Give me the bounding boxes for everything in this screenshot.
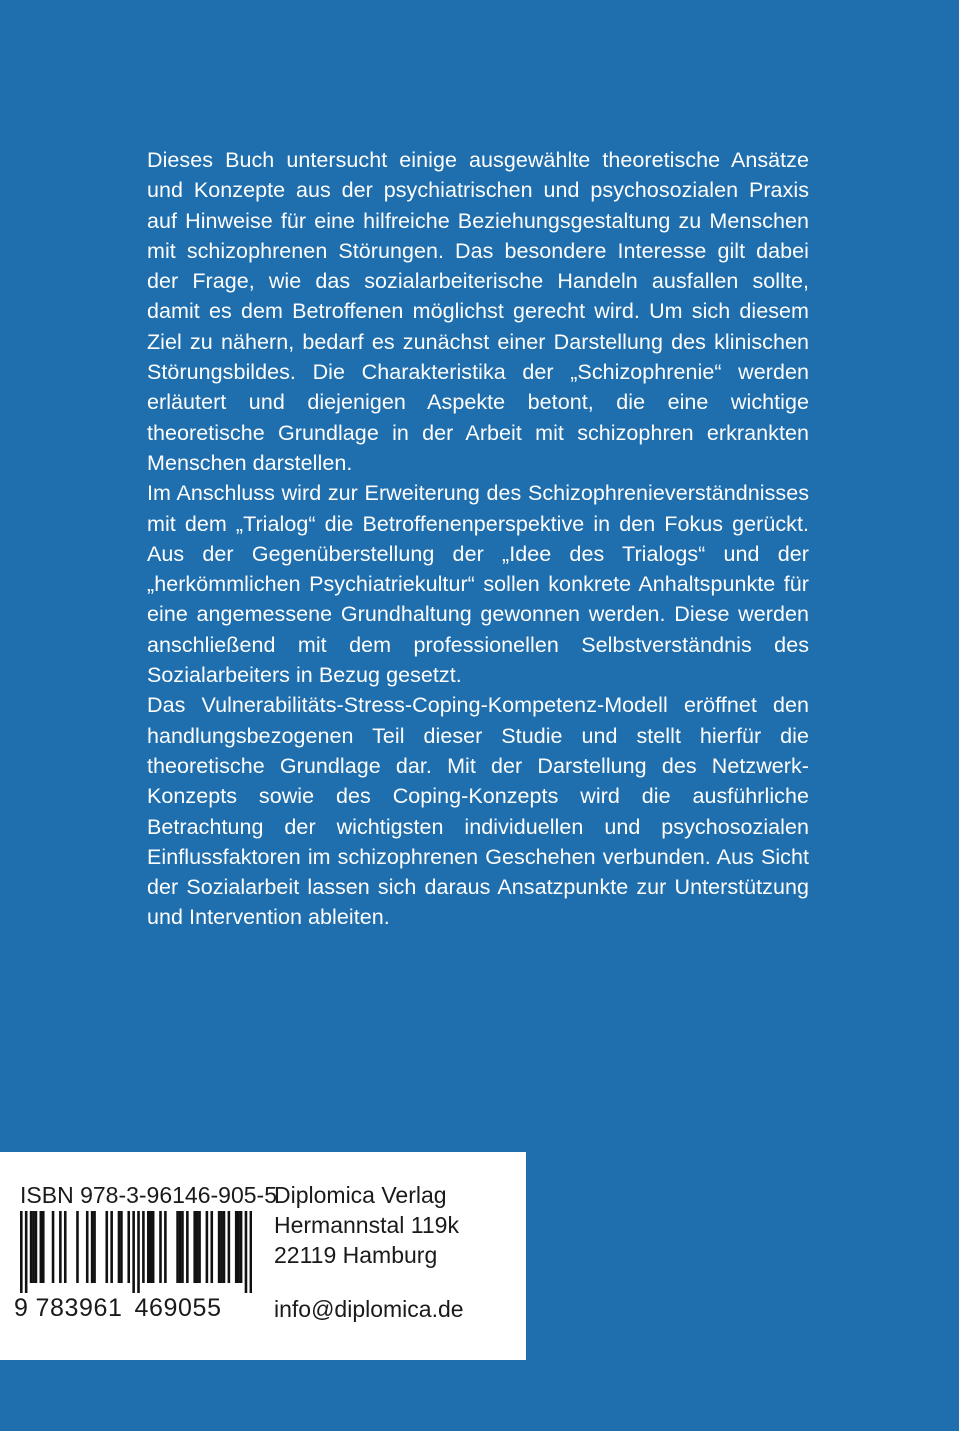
barcode-guard-bar [245, 1211, 248, 1293]
publisher-address [274, 1180, 459, 1270]
barcode-bar [196, 1211, 199, 1283]
barcode-bar [176, 1211, 179, 1283]
barcode-bar [164, 1211, 167, 1283]
barcode-bar [110, 1211, 113, 1283]
publisher-city: 22119 Hamburg [274, 1242, 438, 1268]
barcode-guard-bar [20, 1211, 23, 1293]
barcode-guard-bar [137, 1211, 140, 1293]
publisher-street: Hermannstal 119k [274, 1212, 459, 1238]
barcode-bar [218, 1211, 221, 1283]
barcode-bar [105, 1211, 108, 1283]
barcode-bar [42, 1211, 45, 1283]
barcode-bar [40, 1211, 43, 1283]
barcode-bars [20, 1211, 252, 1293]
barcode-bar [32, 1211, 35, 1283]
barcode-digit-lead: 9 [14, 1294, 29, 1322]
blurb-paragraph-2: Im Anschluss wird zur Erweiterung des Schizophrenieverständnisses mit dem „Trialog“ die Betroffenenperspektive in den Fokus gerückt. Aus der Gegenüberstellung der „Idee des Trialogs“ und der „herkömmlichen Psychiatriekultur“ sollen konkrete Anhaltspunkte für eine angemessene Grundhaltung gewonnen werden. Diese werden anschließend mit dem professionellen Selbstverständnis des Sozialarbeiters in Bezug gesetzt. [147, 481, 809, 688]
blurb-paragraph-1: Dieses Buch untersucht einige ausgewählte theoretische Ansätze und Konzepte aus der psychiatrischen und psychosozialen Praxis auf Hinweise für eine hilfreiche Beziehungsgestaltung zu Menschen mit schizophrenen Störungen. Das besondere Interesse gilt dabei der Frage, wie das sozialarbeiterische Handeln ausfallen sollte, damit es dem Betroffenen möglichst gerecht wird. Um sich diesem Ziel zu nähern, bedarf es zunächst einer Darstellung des klinischen Störungsbildes. Die Charakteristika der „Schizophrenie“ werden erläutert und diejenigen Aspekte betont, die eine wichtige theoretische Grundlage in der Arbeit mit schizophren erkrankten Menschen darstellen. [147, 148, 809, 475]
barcode-bar [206, 1211, 209, 1283]
barcode-bar [220, 1211, 223, 1283]
barcode-bar [120, 1211, 123, 1283]
barcode-bar [149, 1211, 152, 1283]
barcode-guard-bar [132, 1211, 135, 1293]
publisher-email: info@diplomica.de [274, 1296, 464, 1322]
publisher-name: Diplomica Verlag [274, 1182, 447, 1208]
barcode-bar [64, 1211, 67, 1283]
barcode-bar [142, 1211, 145, 1283]
barcode-bar [198, 1211, 201, 1283]
barcode-bar [127, 1211, 130, 1283]
barcode-bar [159, 1211, 162, 1283]
isbn-publisher-box [0, 1152, 526, 1360]
barcode-guard-bar [25, 1211, 28, 1293]
barcode-digits-left: 783961 [35, 1294, 123, 1322]
barcode-bar [152, 1211, 155, 1283]
barcode-bar [240, 1211, 243, 1283]
blurb-paragraph-3: Das Vulnerabilitäts-Stress-Coping-Kompetenz-Modell eröffnet den handlungsbezogenen Teil dieser Studie und stellt hierfür die theoretische Grundlage dar. Mit der Darstellung des Netzwerk-Konzepts sowie des Coping-Konzepts wird die ausführliche Betrachtung der wichtigsten individuellen und psychosozialen Einflussfaktoren im schizophrenen Geschehen verbunden. Aus Sicht der Sozialarbeit lassen sich daraus Ansatzpunkte zur Unterstützung und Intervention ableiten. [147, 693, 809, 930]
barcode-digits-right: 469055 [134, 1294, 222, 1322]
isbn-label: ISBN 978-3-96146-905-5 [20, 1182, 277, 1208]
barcode-bar [52, 1211, 55, 1283]
back-cover-blurb [147, 145, 809, 933]
barcode-bar [210, 1211, 213, 1283]
barcode-bar [237, 1211, 240, 1283]
barcode-bar [179, 1211, 182, 1283]
barcode-bar [235, 1211, 238, 1283]
barcode-bar [91, 1211, 94, 1283]
barcode-bar [147, 1211, 150, 1283]
barcode-bar [86, 1211, 89, 1283]
barcode-bar [76, 1211, 79, 1283]
barcode-bar [193, 1211, 196, 1283]
barcode-bar [30, 1211, 33, 1283]
barcode-bar [93, 1211, 96, 1283]
barcode-bar [59, 1211, 62, 1283]
barcode-bar [228, 1211, 231, 1283]
barcode-bar [35, 1211, 38, 1283]
barcode-bar [186, 1211, 189, 1283]
barcode-guard-bar [250, 1211, 252, 1293]
barcode-bar [181, 1211, 184, 1283]
barcode-bar [223, 1211, 226, 1283]
barcode-digits [14, 1294, 222, 1323]
barcode-bar [118, 1211, 121, 1283]
